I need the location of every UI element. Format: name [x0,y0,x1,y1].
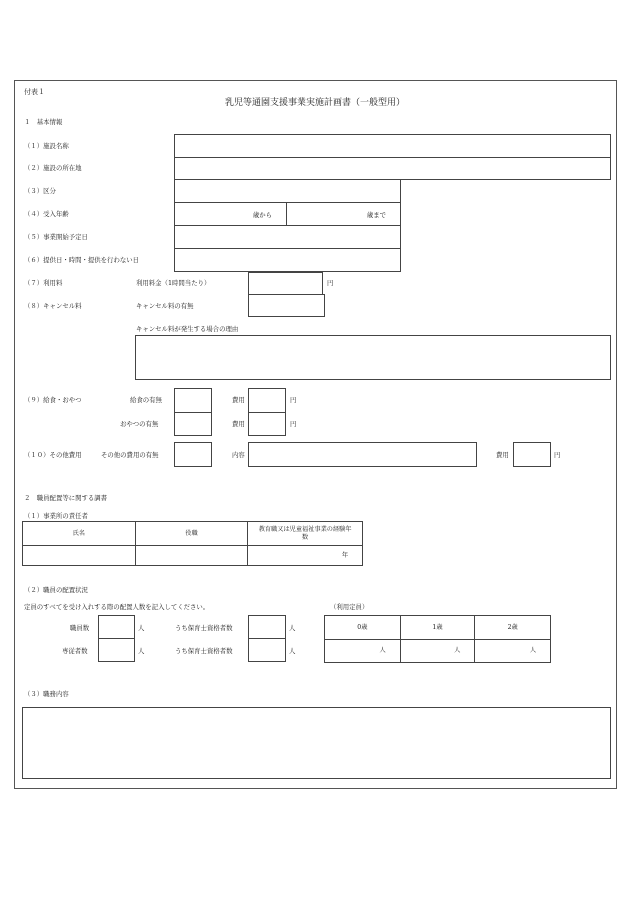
meal-cost-label: 費用 [232,396,245,404]
staffing-label: （２）職員の配置状況 [24,586,88,594]
fulltime-qualified-field[interactable] [248,638,286,662]
staff-count-label: 職員数 [70,624,90,632]
cancel-reason-label: キャンセル料が発生する場合の理由 [136,325,239,333]
start-date-field[interactable] [174,225,401,249]
attachment-label: 付表１ [24,88,45,96]
meal-cost-field[interactable] [248,388,286,413]
snack-cost-label: 費用 [232,420,245,428]
facility-name-field[interactable] [174,134,611,158]
snack-yen: 円 [290,420,297,428]
capacity-unit-1: 人 [454,647,461,655]
age-from-field[interactable] [174,202,287,226]
fee-rate-field[interactable] [248,272,323,295]
fulltime-count-field[interactable] [98,638,135,662]
category-label: （３）区分 [24,187,56,195]
staff-count-field[interactable] [98,615,135,639]
duties-field[interactable] [22,707,611,779]
manager-col-experience: 教育職又は児童福祉事業の経験年数 [248,522,363,546]
capacity-unit-2: 人 [529,647,536,655]
duties-label: （３）職務内容 [24,690,69,698]
cancel-reason-field[interactable] [135,335,611,380]
manager-table [22,521,363,566]
other-yen: 円 [554,451,561,459]
capacity-age-2: 2歳 [475,616,551,640]
staff-count-unit: 人 [138,624,145,632]
staff-qualified-field[interactable] [248,615,286,639]
service-days-label: （６）提供日・時間・提供を行わない日 [24,256,140,264]
service-days-field[interactable] [174,248,401,272]
cancel-exists-field[interactable] [248,294,325,317]
meals-label: （９）給食・おやつ [24,396,82,404]
capacity-table [324,615,551,663]
capacity-cell-0[interactable] [325,640,401,663]
cancel-label: （８）キャンセル料 [24,302,82,310]
capacity-cell-2[interactable] [475,640,551,663]
other-label: （１０）その他費用 [24,451,82,459]
other-cost-field[interactable] [513,442,551,467]
fulltime-qualified-label: うち保育士資格者数 [175,647,233,655]
other-cost-label: 費用 [496,451,509,459]
capacity-age-1: 1歳 [400,616,475,640]
staffing-note: 定員のすべてを受け入れする際の配置人数を記入してください。 [24,603,210,611]
manager-col-name: 氏名 [23,522,136,546]
other-exists-field[interactable] [174,442,212,467]
other-content-label: 内容 [232,451,245,459]
facility-address-field[interactable] [174,157,611,180]
snack-cost-field[interactable] [248,412,286,436]
start-date-label: （５）事業開始予定日 [24,233,88,241]
manager-position-cell[interactable] [135,546,248,566]
snack-exists-field[interactable] [174,412,212,436]
manager-label: （１）事業所の責任者 [24,512,88,520]
capacity-label: （利用定員） [330,603,369,611]
section-1-heading: １ 基本情報 [24,118,63,126]
manager-year-unit: 年 [341,551,348,559]
snack-exists-label: おやつの有無 [120,420,159,428]
fee-label: （７）利用料 [24,279,63,287]
age-to-unit: 歳まで [366,211,386,219]
manager-experience-cell[interactable] [248,546,363,566]
staff-qualified-label: うち保育士資格者数 [175,624,233,632]
other-content-field[interactable] [248,442,477,467]
category-field[interactable] [174,179,401,203]
cancel-exists-label: キャンセル料の有無 [136,302,194,310]
meal-exists-label: 給食の有無 [130,396,162,404]
fee-yen: 円 [327,279,334,287]
fulltime-count-label: 専従者数 [62,647,88,655]
page-title: 乳児等通園支援事業実施計画書（一般型用） [224,98,405,108]
facility-name-label: （１）施設名称 [24,142,69,150]
staff-qualified-unit: 人 [289,624,296,632]
age-label: （４）受入年齢 [24,210,69,218]
age-from-unit: 歳から [252,211,272,219]
capacity-cell-1[interactable] [400,640,475,663]
capacity-age-0: 0歳 [325,616,401,640]
facility-address-label: （２）施設の所在地 [24,164,82,172]
fee-rate-label: 利用料金（1時間当たり） [136,279,211,287]
meal-yen: 円 [290,396,297,404]
fulltime-count-unit: 人 [138,647,145,655]
age-to-field[interactable] [286,202,401,226]
fulltime-qualified-unit: 人 [289,647,296,655]
section-2-heading: ２ 職員配置等に関する調書 [24,494,108,502]
meal-exists-field[interactable] [174,388,212,413]
manager-name-cell[interactable] [23,546,136,566]
manager-col-position: 役職 [135,522,248,546]
other-exists-label: その他の費用の有無 [101,451,159,459]
capacity-unit-0: 人 [379,647,386,655]
